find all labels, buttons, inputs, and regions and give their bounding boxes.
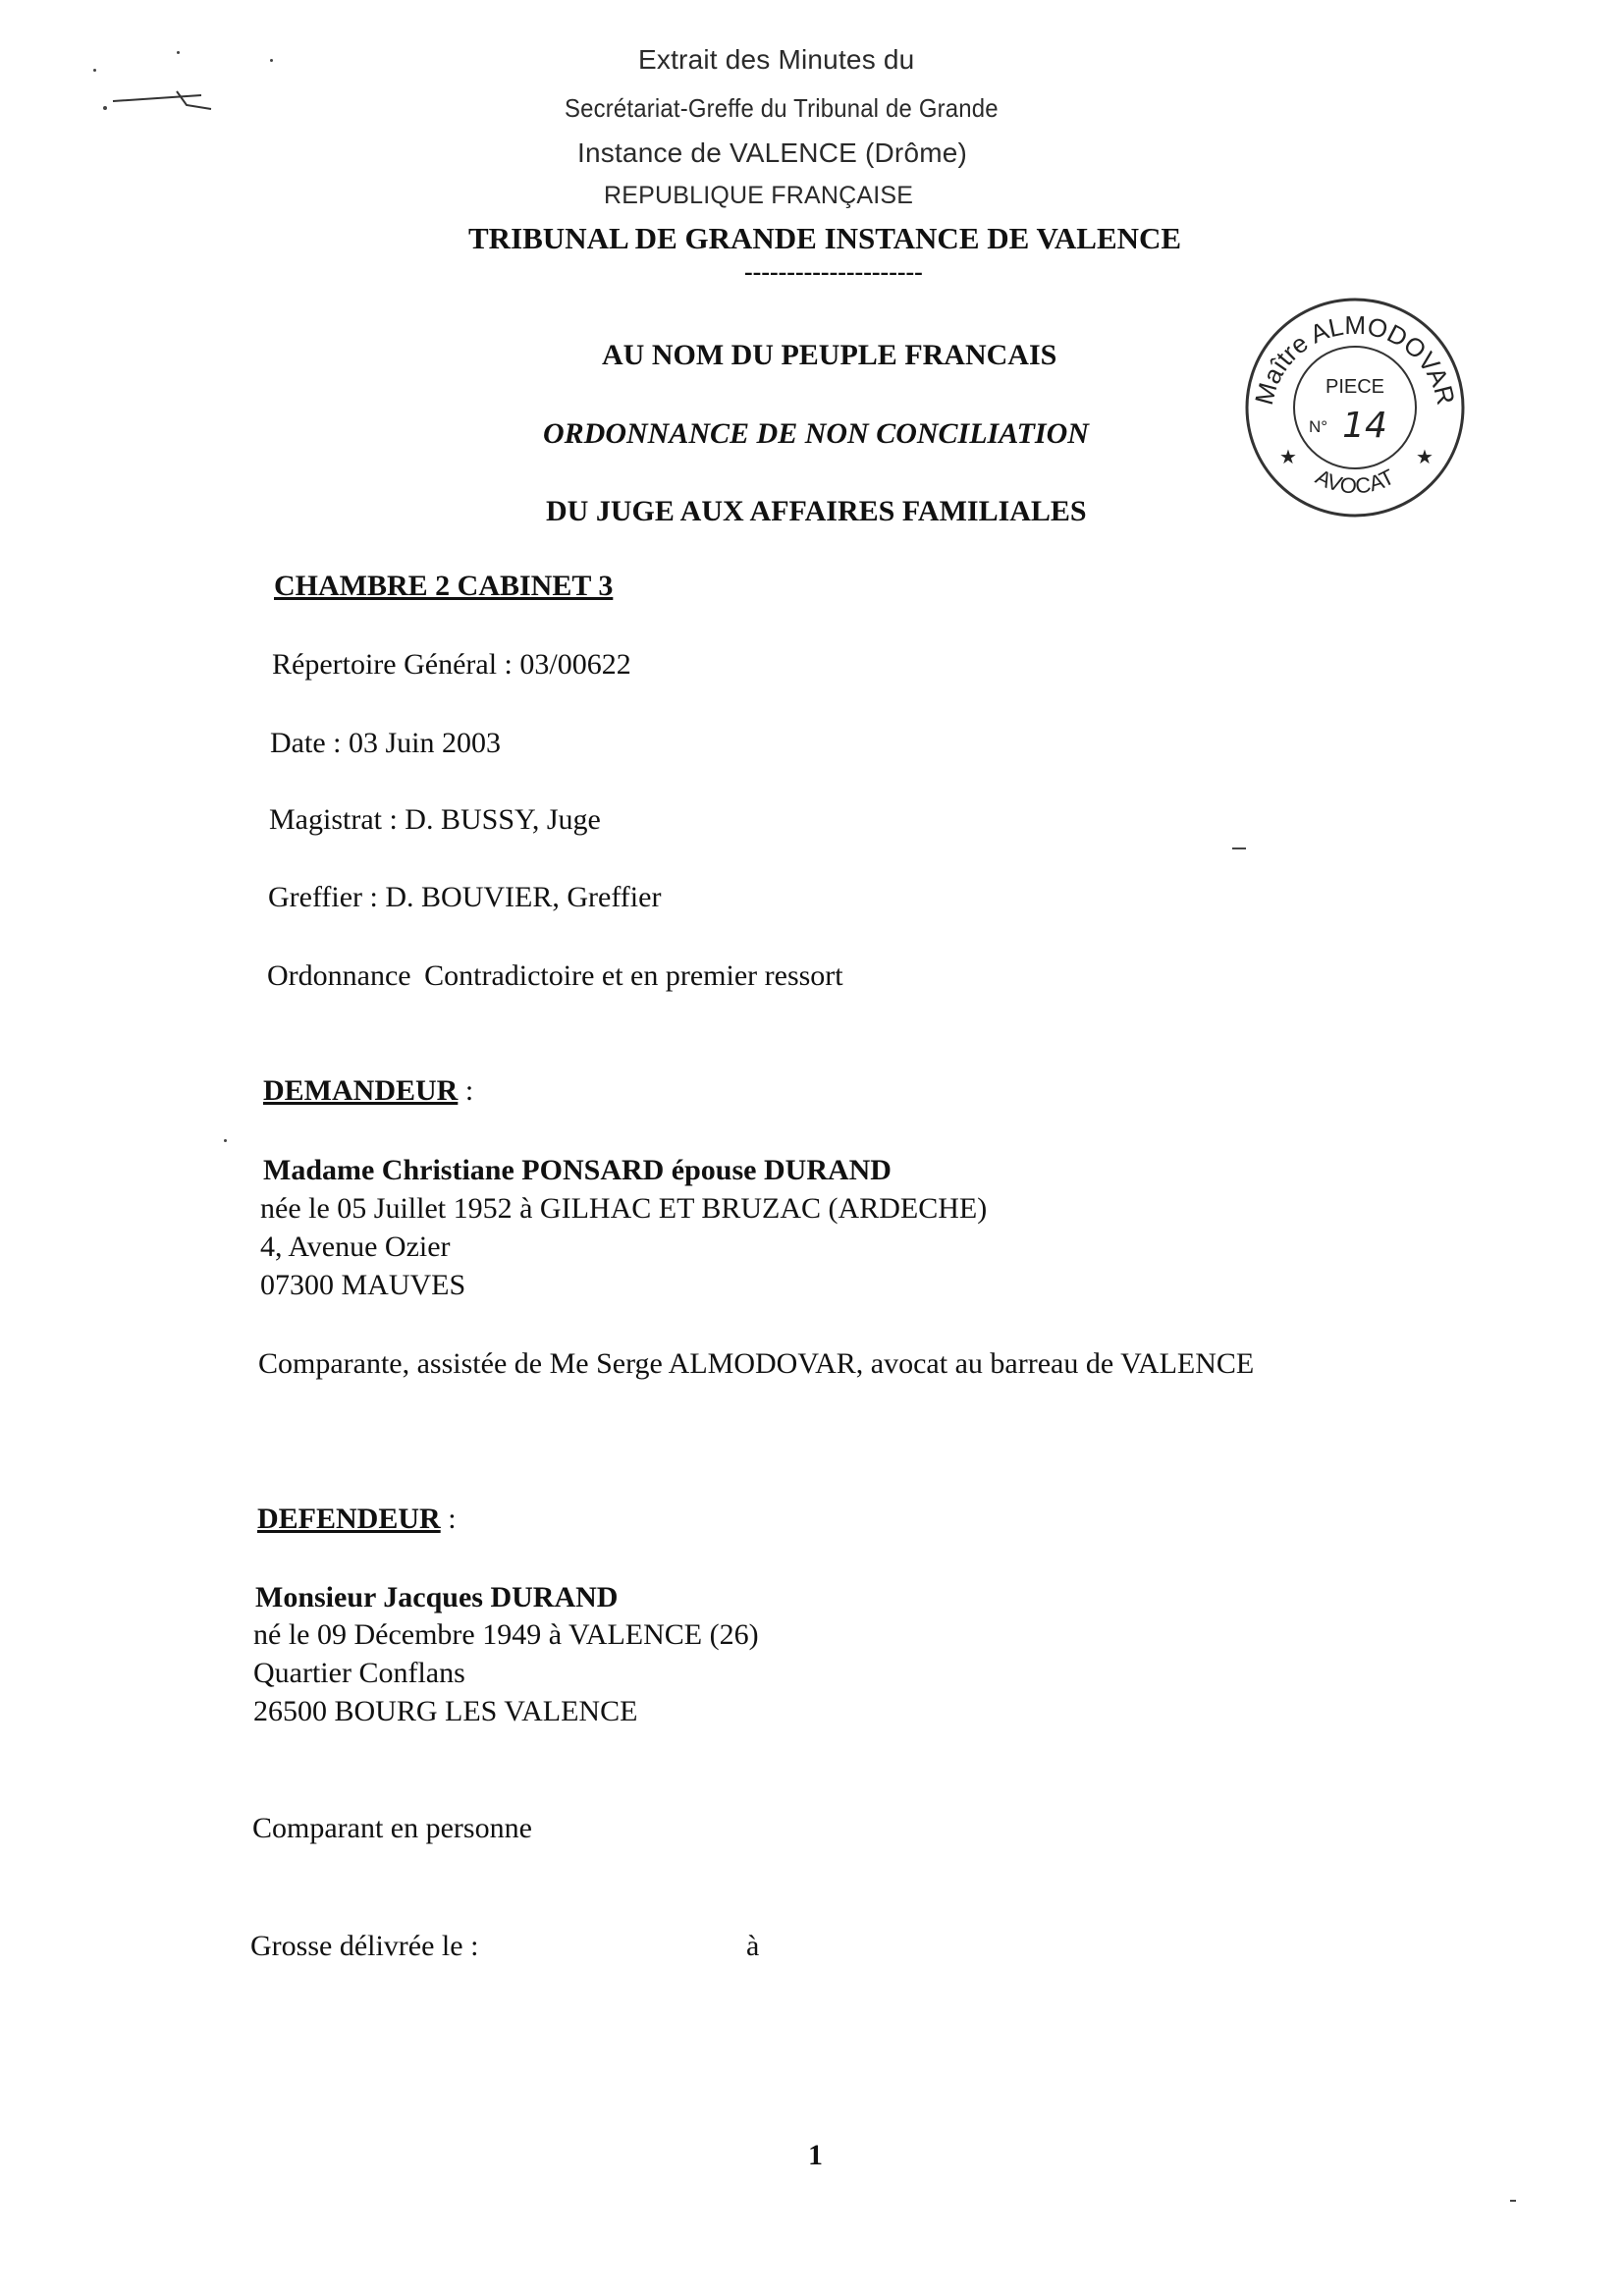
defendeur-heading: DEFENDEUR <box>257 1503 441 1535</box>
scan-mark <box>108 83 216 118</box>
defendeur-birth: né le 09 Décembre 1949 à VALENCE (26) <box>253 1618 759 1651</box>
demandeur-representation: Comparante, assistée de Me Serge ALMODOVAR, avocat au barreau de VALENCE <box>258 1347 1255 1380</box>
clerk-stamp-line: Instance de VALENCE (Drôme) <box>577 137 968 168</box>
defendeur-heading-line <box>257 1503 457 1536</box>
demandeur-heading-line <box>263 1074 473 1108</box>
demandeur-birth: née le 05 Juillet 1952 à GILHAC ET BRUZAC (ARDECHE) <box>260 1192 988 1225</box>
scan-speck <box>1510 2200 1516 2202</box>
judge-heading: DU JUGE AUX AFFAIRES FAMILIALES <box>546 495 1087 527</box>
seal-star-icon: ★ <box>1416 447 1434 468</box>
demandeur-address-1: 4, Avenue Ozier <box>260 1230 451 1263</box>
case-date: Date : 03 Juin 2003 <box>270 727 501 759</box>
grosse-label: Grosse délivrée le : <box>250 1930 479 1962</box>
seal-top-text: Maître ALMODOVAR <box>1248 309 1462 409</box>
seal-number-prefix: N° <box>1309 417 1328 436</box>
repertoire-general: Répertoire Général : 03/00622 <box>272 648 631 681</box>
greffier: Greffier : D. BOUVIER, Greffier <box>268 881 662 913</box>
defendeur-representation: Comparant en personne <box>252 1812 532 1844</box>
demandeur-colon: : <box>458 1074 474 1107</box>
defendeur-name: Monsieur Jacques DURAND <box>255 1581 619 1613</box>
defendeur-colon: : <box>440 1503 457 1535</box>
clerk-stamp-line: Secrétariat-Greffe du Tribunal de Grande <box>565 93 999 123</box>
seal-piece-label: PIECE <box>1325 376 1385 398</box>
demandeur-name: Madame Christiane PONSARD épouse DURAND <box>263 1154 892 1186</box>
lawyer-seal <box>1242 295 1468 520</box>
defendeur-address-2: 26500 BOURG LES VALENCE <box>253 1695 638 1727</box>
demandeur-address-2: 07300 MAUVES <box>260 1269 466 1301</box>
page-number: 1 <box>808 2139 823 2171</box>
magistrat: Magistrat : D. BUSSY, Juge <box>269 803 601 836</box>
ordonnance-line <box>267 959 843 993</box>
scan-speck <box>93 69 96 72</box>
order-type-heading: ORDONNANCE DE NON CONCILIATION <box>543 417 1089 450</box>
grosse-a: à <box>746 1930 760 1962</box>
scan-speck <box>177 51 180 54</box>
scan-speck <box>103 106 107 110</box>
defendeur-address-1: Quartier Conflans <box>253 1657 465 1689</box>
scan-speck <box>224 1139 227 1142</box>
court-title: TRIBUNAL DE GRANDE INSTANCE DE VALENCE <box>468 221 1182 255</box>
seal-bottom-text: AVOCAT <box>1312 464 1398 499</box>
ordonnance-value: Contradictoire et en premier ressort <box>424 959 843 992</box>
clerk-stamp-line: Extrait des Minutes du <box>638 44 915 75</box>
demandeur-heading: DEMANDEUR <box>263 1074 459 1107</box>
seal-handwritten-number: 14 <box>1342 406 1387 446</box>
seal-star-icon: ★ <box>1279 447 1297 468</box>
scan-speck <box>1232 847 1246 849</box>
scan-speck <box>270 59 273 62</box>
chamber-heading: CHAMBRE 2 CABINET 3 <box>274 570 614 602</box>
people-heading: AU NOM DU PEUPLE FRANCAIS <box>602 339 1057 371</box>
ordonnance-label: Ordonnance <box>267 959 411 992</box>
clerk-stamp-line: REPUBLIQUE FRANÇAISE <box>604 182 914 209</box>
header-separator: --------------------- <box>744 257 923 286</box>
